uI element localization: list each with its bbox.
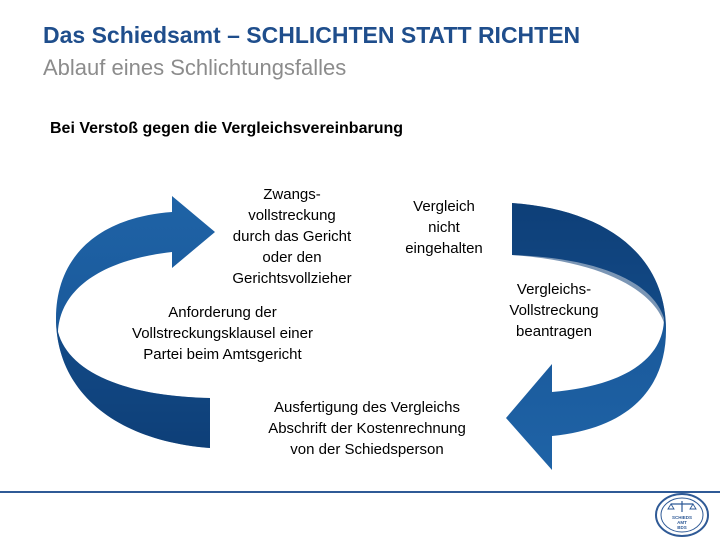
schiedsamt-logo-icon [654, 492, 710, 538]
step-zwangsvollstreckung: Zwangs- vollstreckung durch das Gericht oder den Gerichtsvollzieher [232, 186, 352, 287]
logo-line-2: AMT [677, 520, 687, 525]
slide-subtitle: Ablauf eines Schlichtungsfalles [43, 55, 347, 80]
step-ausfertigung: Ausfertigung des Vergleichs Abschrift der Kostenrechnung von der Schiedsperson [268, 399, 466, 458]
step-vollstreckung-beantragen: Vergleichs- Vollstreckung beantragen [509, 281, 599, 340]
step-vergleich-nicht-eingehalten: Vergleich nicht eingehalten [405, 198, 483, 257]
footer-divider [0, 491, 720, 493]
logo-line-1: SCHIEDS [671, 515, 693, 520]
step-anforderung: Anforderung der Vollstreckungsklausel einer Partei beim Amtsgericht [132, 304, 313, 363]
slide-title: Das Schiedsamt – SCHLICHTEN STATT RICHTEN [43, 22, 581, 48]
logo-line-3: BDS [677, 525, 687, 530]
section-heading: Bei Verstoß gegen die Vergleichsvereinbarung [50, 120, 404, 137]
